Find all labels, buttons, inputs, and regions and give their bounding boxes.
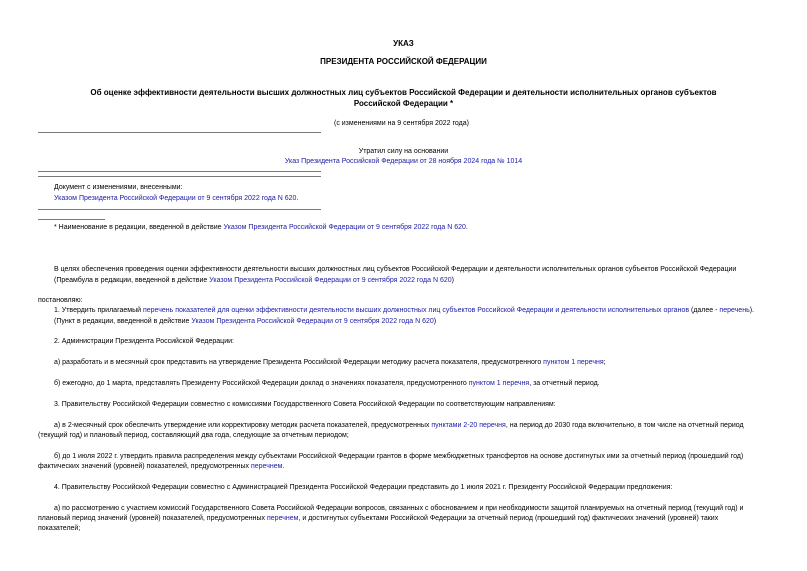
divider <box>38 176 321 177</box>
amended-link[interactable]: Указом Президента Российской Федерации от 9 сентября 2022 года N 620 <box>54 195 297 202</box>
amended-dot: . <box>296 195 299 202</box>
preamble-note-end: ) <box>451 277 454 284</box>
doc-type: УКАЗ <box>393 39 414 48</box>
p2b-end: , за отчетный период. <box>529 380 600 387</box>
expired-label: Утратил силу на основании <box>358 148 449 155</box>
p4a-line1: а) по рассмотрению с участием комиссий Государственного Совета Российской Федерации вопросов, связанных с обоснованием и при необходимости защитой планируемых на отчетный период (текущий год) и <box>54 505 744 512</box>
preamble-note-link[interactable]: Указом Президента Российской Федерации от 9 сентября 2022 года N 620 <box>209 277 452 284</box>
preamble: В целях обеспечения проведения оценки эффективности деятельности высших должностных лиц субъектов Российской Федерации и деятельности исполнительных органов субъектов Российской Федерации <box>54 266 737 273</box>
p1-list-link[interactable]: перечень показателей для оценки эффективности деятельности высших должностных лиц субъектов Российской Федерации и деятельности исполнительных органов <box>142 307 690 314</box>
p1-text: 1. Утвердить прилагаемый <box>54 307 142 314</box>
doc-title-line1: Об оценке эффективности деятельности высших должностных лиц субъектов Российской Федерации и деятельности исполнительных органов субъектов <box>90 88 717 97</box>
amended-label: Документ с изменениями, внесенными: <box>54 184 183 191</box>
divider <box>38 171 321 172</box>
p3a-rest: , на период до 2030 года включительно, в том числе на отчетный период <box>505 422 744 429</box>
doc-issuer: ПРЕЗИДЕНТА РОССИЙСКОЙ ФЕДЕРАЦИИ <box>320 57 487 66</box>
p1-note-end: ) <box>433 318 437 325</box>
p3a-text: а) в 2-месячный срок обеспечить утверждение или корректировку методик расчета показателей, предусмотренных <box>54 422 430 429</box>
p1-note: (Пункт в редакции, введенной в действие <box>54 318 190 325</box>
p3a-link[interactable]: пунктами 2-20 перечня <box>431 422 506 429</box>
p1-end: ). <box>749 307 754 314</box>
p1-note-link[interactable]: Указом Президента Российской Федерации от 9 сентября 2022 года N 620 <box>191 318 434 325</box>
p2: 2. Администрации Президента Российской Федерации: <box>54 338 234 345</box>
p3b-link[interactable]: перечнем <box>250 463 283 470</box>
p4a-link[interactable]: перечнем <box>267 515 299 522</box>
p3b-end: . <box>282 463 285 470</box>
p4a-line2: плановый период значений (уровней) показателей, предусмотренных <box>38 515 266 522</box>
p4: 4. Правительству Российской Федерации совместно с Администрацией Президента Российской Федерации представить до 1 июля 2021 г. Президенту Российской Федерации предложения: <box>54 484 673 491</box>
footnote-link[interactable]: Указом Президента Российской Федерации от 9 сентября 2022 года N 620 <box>223 224 466 231</box>
footnote-dot: . <box>465 224 468 231</box>
p2a-end: ; <box>603 359 606 366</box>
doc-title-line2: Российской Федерации * <box>353 99 454 108</box>
p2b-text: б) ежегодно, до 1 марта, представлять Президенту Российской Федерации доклад о значениях показателя, предусмотренного <box>54 380 467 387</box>
p4a-line2-rest: , и достигнутых субъектами Российской Федерации за отчетный период (прошедший год) фактических значений (уровней) таких <box>298 515 719 522</box>
p4a-line3: показателей; <box>38 525 81 532</box>
footnote-divider <box>38 219 105 220</box>
p1-list-link-2[interactable]: перечень <box>719 307 750 314</box>
p3b-line2: фактических значений (уровней) показателей, предусмотренных <box>38 463 250 470</box>
p2b-link[interactable]: пунктом 1 перечня <box>468 380 530 387</box>
decree-word: постановляю: <box>38 297 83 304</box>
p1-text-2: (далее - <box>691 307 718 314</box>
p2a-link[interactable]: пунктом 1 перечня <box>543 359 604 366</box>
expired-link[interactable]: Указ Президента Российской Федерации от 28 ноября 2024 года № 1014 <box>284 158 523 165</box>
preamble-note: (Преамбула в редакции, введенной в действие <box>54 277 208 284</box>
divider <box>38 132 321 133</box>
footnote-text: * Наименование в редакции, введенной в действие <box>54 224 222 231</box>
p2a-text: а) разработать и в месячный срок представить на утверждение Президента Российской Федерации методику расчета показателя, предусмотренного <box>54 359 542 366</box>
p3: 3. Правительству Российской Федерации совместно с комиссиями Государственного Совета Российской Федерации по соответствующим направлениям: <box>54 401 556 408</box>
p3a-line2: (текущий год) и плановый период, составляющий два года, следующие за отчетным периодом; <box>38 432 349 439</box>
divider <box>38 209 321 210</box>
changes-note: (с изменениями на 9 сентября 2022 года) <box>334 120 469 127</box>
p3b-line1: б) до 1 июля 2022 г. утвердить правила распределения между субъектами Российской Федерации грантов в форме межбюджетных трансфертов на основе достигнутых ими за отчетный период (прошедший год) <box>54 453 744 460</box>
